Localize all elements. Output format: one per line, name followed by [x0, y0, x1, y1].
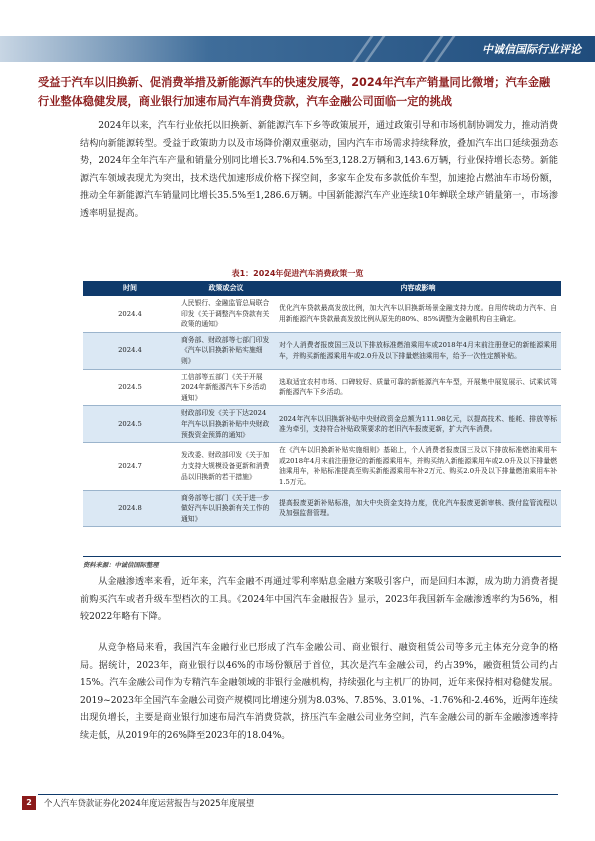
footer-title: 个人汽车贷款证券化2024年度运营报告与2025年度展望: [44, 798, 255, 808]
paragraph-competition: 从竞争格局来看，我国汽车金融行业已形成了汽车金融公司、商业银行、融资租赁公司等多元主体充分竞争的格局。据统计，2023年，商业银行以46%的市场份额居于首位，其次是汽车金融公司，约占39%，融资租赁公司约占15%。汽车金融公司作为专精汽车金融领域的非银行金融机构，持续强化与主机厂的协同，近年来保持相对稳健发展。2019~2023年全国汽车金融公司资产规模同比增速分别为8.03%、7.85%、3.01%、-1.76%和-2.46%，近两年连续出现负增长，主要是商业银行加速布局汽车消费贷款，挤压汽车金融公司业务空间，汽车金融公司的新车金融渗透率持续走低，从2019年的26%降至2023年的18.04%。: [80, 643, 558, 741]
cell-content: 选取适宜农村市场、口碑较好、质量可靠的新能源汽车车型，开展集中展览展示、试乘试驾新能源汽车下乡活动。: [275, 369, 561, 406]
table-title: 表1：2024年促进汽车消费政策一览: [231, 269, 364, 278]
cell-content: 在《汽车以旧换新补贴实施细则》基础上，个人消费者报废国三及以下排放标准燃油乘用车或2018年4月末前注册登记的新能源乘用车，并购买纳入新能源乘用车或2.0升及以下排量燃油乘用车，补贴标准提高至购买新能源乘用车补2万元、购买2.0升及以下排量燃油乘用车补1.5万元。: [275, 443, 561, 490]
cell-time: 2024.5: [83, 406, 177, 443]
cell-content: 优化汽车贷款最高发放比例，加大汽车以旧换新场景金融支持力度。自用传统动力汽车、自用新能源汽车贷款最高发放比例从原先的80%、85%调整为金融机构自主确定。: [275, 296, 561, 332]
table-row: [83, 296, 561, 332]
paragraph-industry-overview: 2024年以来，汽车行业依托以旧换新、新能源汽车下乡等政策展开，通过政策引导和市场机制协调发力，推动消费结构向新能源转型。受益于政策助力以及市场降价潮双重驱动，国内汽车市场需求持续释放，叠加汽车出口延续强劲态势，2024年全年汽车产量和销量分别同比增长3.7%和4.5%至3,128.2万辆和3,143.6万辆，行业保持增长态势。新能源汽车领域表现尤为突出，技术迭代加速形成价格下探空间，多家车企发布多款低价车型，加速抢占燃油车市场份额，推动全年新能源汽车销量同比增长35.5%至1,286.6万辆。中国新能源汽车产业连续10年蝉联全球产销量第一，市场渗透率明显提高。: [80, 121, 558, 219]
cell-content: 2024年汽车以旧换新补贴中央财政资金总额为111.98亿元，以提高技术、能耗、排放等标准为牵引，支持符合补贴政策要求的老旧汽车报废更新，扩大汽车消费。: [275, 406, 561, 443]
cell-policy: 财政部印发《关于下达2024年汽车以旧换新补贴中央财政预拨资金预算的通知》: [177, 406, 275, 443]
cell-time: 2024.4: [83, 296, 177, 332]
table-row: [83, 332, 561, 369]
cell-time: 2024.7: [83, 443, 177, 490]
table-source-note: 资料来源：中诚信国际整理: [83, 562, 159, 569]
cell-content: 提高报废更新补贴标准，加大中央资金支持力度，优化汽车报废更新审核、拨付监管流程以及加强监督管理。: [275, 490, 561, 527]
table-header-row: [83, 281, 561, 296]
header-title: 中诚信国际行业评论: [482, 43, 581, 56]
policy-table: [83, 281, 561, 527]
cell-policy: 人民银行、金融监管总局联合印发《关于调整汽车贷款有关政策的通知》: [177, 296, 275, 332]
table-row: [83, 490, 561, 527]
table-row: [83, 443, 561, 490]
paragraph-finance-penetration: 从金融渗透率来看，近年来，汽车金融不再通过零利率贴息金融方案吸引客户，而是回归本源，成为助力消费者提前购买汽车或者升级车型档次的工具。《2024年中国汽车金融报告》显示，2023年我国新车金融渗透率约为56%，相较2022年略有下降。: [80, 577, 558, 623]
cell-policy: 商务部、财政部等七部门印发《汽车以旧换新补贴实施细则》: [177, 332, 275, 369]
table-row: [83, 406, 561, 443]
cell-policy: 商务部等七部门《关于进一步做好汽车以旧换新有关工作的通知》: [177, 490, 275, 527]
cell-time: 2024.8: [83, 490, 177, 527]
header-time: 时间: [83, 281, 177, 296]
table-row: [83, 369, 561, 406]
cell-time: 2024.5: [83, 369, 177, 406]
cell-time: 2024.4: [83, 332, 177, 369]
cell-policy: 工信部等五部门《关于开展2024年新能源汽车下乡活动通知》: [177, 369, 275, 406]
header-content: 内容或影响: [275, 281, 561, 296]
header-banner: [0, 36, 595, 62]
cell-policy: 发改委、财政部印发《关于加力支持大规模设备更新和消费品以旧换新的若干措施》: [177, 443, 275, 490]
page-number: 2: [22, 796, 36, 810]
cell-content: 对个人消费者报废国三及以下排放标准燃油乘用车或2018年4月末前注册登记的新能源乘用车，并购买新能源乘用车或2.0升及以下排量燃油乘用车，给予一次性定额补贴。: [275, 332, 561, 369]
table-bottom-rule: [83, 556, 561, 557]
header-policy: 政策或会议: [177, 281, 275, 296]
footer-rule: [38, 794, 558, 795]
section-heading: 受益于汽车以旧换新、促消费举措及新能源汽车的快速发展等，2024年汽车产销量同比微增；汽车金融行业整体稳健发展，商业银行加速布局汽车消费贷款，汽车金融公司面临一定的挑战: [38, 76, 551, 108]
